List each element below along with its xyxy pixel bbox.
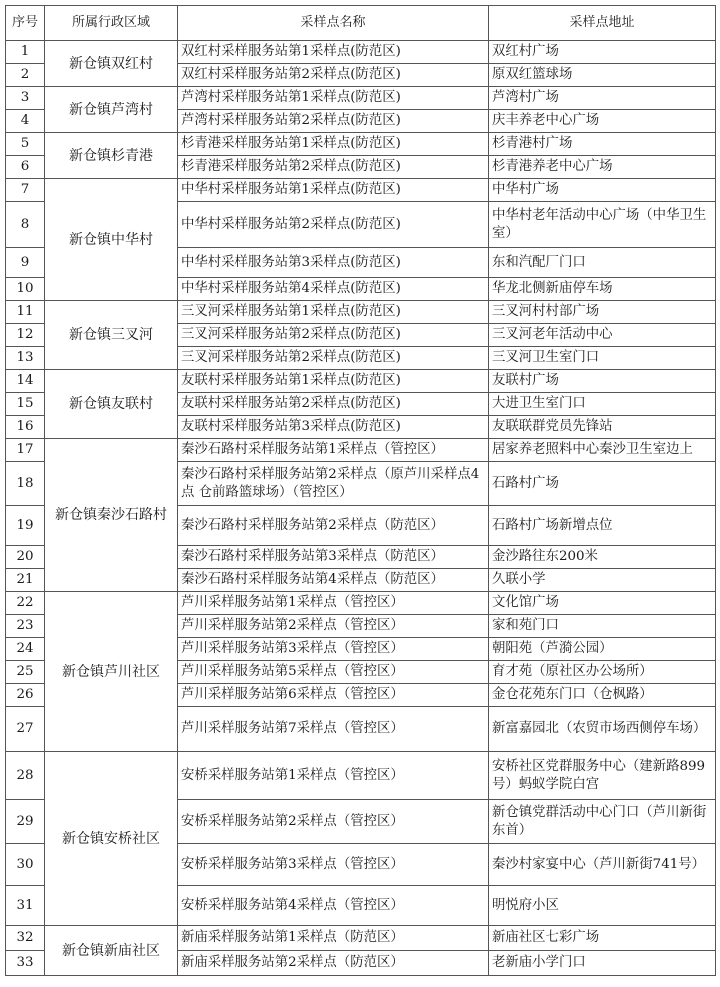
region-cell: 新仓镇中华村 [45,179,178,301]
row-index: 33 [6,951,45,976]
header-region: 所属行政区域 [45,6,178,41]
region-cell: 新仓镇友联村 [45,370,178,439]
site-name: 双红村采样服务站第1采样点(防范区) [178,41,489,64]
site-address: 居家养老照料中心秦沙卫生室边上 [489,439,716,462]
table-row [6,439,716,462]
site-name: 芦湾村采样服务站第2采样点(防范区) [178,110,489,133]
row-index: 31 [6,886,45,926]
site-name: 芦川采样服务站第5采样点（管控区） [178,661,489,684]
row-index: 23 [6,615,45,638]
row-index: 21 [6,569,45,592]
region-cell: 新仓镇杉青港 [45,133,178,179]
site-address: 石路村广场 [489,462,716,506]
table-row [6,133,716,156]
site-name: 芦湾村采样服务站第1采样点(防范区) [178,87,489,110]
sampling-sites-sheet [5,5,715,976]
site-name: 友联村采样服务站第1采样点(防范区) [178,370,489,393]
row-index: 8 [6,202,45,248]
row-index: 22 [6,592,45,615]
site-name: 杉青港采样服务站第2采样点(防范区) [178,156,489,179]
site-name: 新庙采样服务站第1采样点（防范区） [178,926,489,951]
site-name: 芦川采样服务站第1采样点（管控区） [178,592,489,615]
site-name: 友联村采样服务站第3采样点(防范区) [178,416,489,439]
site-name: 芦川采样服务站第2采样点（管控区） [178,615,489,638]
site-name: 新庙采样服务站第2采样点（防范区） [178,951,489,976]
region-cell: 新仓镇芦湾村 [45,87,178,133]
row-index: 24 [6,638,45,661]
site-address: 三叉河卫生室门口 [489,347,716,370]
site-name: 秦沙石路村采样服务站第2采样点（原芦川采样点4点 仓前路篮球场）（管控区） [178,462,489,506]
site-address: 华龙北侧新庙停车场 [489,278,716,301]
row-index: 19 [6,506,45,546]
site-name: 芦川采样服务站第6采样点（管控区） [178,684,489,707]
row-index: 18 [6,462,45,506]
site-address: 原双红篮球场 [489,64,716,87]
row-index: 26 [6,684,45,707]
row-index: 28 [6,752,45,800]
table-row [6,752,716,800]
site-address: 杉青港村广场 [489,133,716,156]
site-address: 杉青港养老中心广场 [489,156,716,179]
table-row [6,592,716,615]
site-address: 中华村老年活动中心广场（中华卫生室） [489,202,716,248]
site-address: 金沙路往东200米 [489,546,716,569]
site-address: 老新庙小学门口 [489,951,716,976]
table-row [6,370,716,393]
row-index: 32 [6,926,45,951]
site-address: 育才苑（原社区办公场所） [489,661,716,684]
region-cell: 新仓镇新庙社区 [45,926,178,976]
site-name: 安桥采样服务站第4采样点（管控区） [178,886,489,926]
row-index: 10 [6,278,45,301]
table-body [6,41,716,976]
site-address: 久联小学 [489,569,716,592]
row-index: 11 [6,301,45,324]
site-address: 三叉河村村部广场 [489,301,716,324]
site-address: 石路村广场新增点位 [489,506,716,546]
row-index: 15 [6,393,45,416]
site-address: 大进卫生室门口 [489,393,716,416]
row-index: 7 [6,179,45,202]
site-address: 金仓花苑东门口（仓枫路） [489,684,716,707]
region-cell: 新仓镇安桥社区 [45,752,178,926]
row-index: 2 [6,64,45,87]
site-address: 朝阳苑（芦漪公园） [489,638,716,661]
site-address: 新仓镇党群活动中心门口（芦川新街东首） [489,800,716,844]
row-index: 3 [6,87,45,110]
site-address: 新庙社区七彩广场 [489,926,716,951]
site-address: 新富嘉园北（农贸市场西侧停车场） [489,707,716,752]
site-name: 中华村采样服务站第2采样点(防范区) [178,202,489,248]
site-name: 三叉河采样服务站第2采样点(防范区) [178,324,489,347]
site-name: 秦沙石路村采样服务站第1采样点（管控区） [178,439,489,462]
site-name: 友联村采样服务站第2采样点(防范区) [178,393,489,416]
row-index: 6 [6,156,45,179]
row-index: 4 [6,110,45,133]
row-index: 27 [6,707,45,752]
row-index: 25 [6,661,45,684]
row-index: 17 [6,439,45,462]
site-address: 三叉河老年活动中心 [489,324,716,347]
table-row [6,41,716,64]
site-address: 友联联群党员先锋站 [489,416,716,439]
site-name: 中华村采样服务站第4采样点(防范区) [178,278,489,301]
site-address: 友联村广场 [489,370,716,393]
site-name: 杉青港采样服务站第1采样点(防范区) [178,133,489,156]
region-cell: 新仓镇芦川社区 [45,592,178,752]
site-address: 安桥社区党群服务中心（建新路899号）蚂蚁学院白宫 [489,752,716,800]
region-cell: 新仓镇三叉河 [45,301,178,370]
site-address: 芦湾村广场 [489,87,716,110]
site-name: 安桥采样服务站第1采样点（管控区） [178,752,489,800]
sampling-sites-table [5,5,716,976]
site-name: 秦沙石路村采样服务站第2采样点（防范区） [178,506,489,546]
site-name: 中华村采样服务站第1采样点(防范区) [178,179,489,202]
site-address: 明悦府小区 [489,886,716,926]
header-site-address: 采样点地址 [489,6,716,41]
header-row [6,6,716,41]
site-name: 安桥采样服务站第3采样点（管控区） [178,844,489,886]
table-row [6,926,716,951]
table-row [6,179,716,202]
row-index: 12 [6,324,45,347]
site-address: 中华村广场 [489,179,716,202]
row-index: 1 [6,41,45,64]
site-address: 庆丰养老中心广场 [489,110,716,133]
row-index: 14 [6,370,45,393]
site-name: 安桥采样服务站第2采样点（管控区） [178,800,489,844]
header-index: 序号 [6,6,45,41]
row-index: 20 [6,546,45,569]
row-index: 5 [6,133,45,156]
site-name: 中华村采样服务站第3采样点(防范区) [178,248,489,278]
site-name: 秦沙石路村采样服务站第4采样点（防范区） [178,569,489,592]
row-index: 9 [6,248,45,278]
site-name: 芦川采样服务站第3采样点（管控区） [178,638,489,661]
site-name: 双红村采样服务站第2采样点(防范区) [178,64,489,87]
header-site-name: 采样点名称 [178,6,489,41]
site-name: 芦川采样服务站第7采样点（管控区） [178,707,489,752]
table-row [6,87,716,110]
row-index: 16 [6,416,45,439]
site-name: 三叉河采样服务站第1采样点(防范区) [178,301,489,324]
site-name: 秦沙石路村采样服务站第3采样点（防范区） [178,546,489,569]
region-cell: 新仓镇秦沙石路村 [45,439,178,592]
site-address: 双红村广场 [489,41,716,64]
row-index: 13 [6,347,45,370]
site-address: 东和汽配厂门口 [489,248,716,278]
site-address: 家和苑门口 [489,615,716,638]
region-cell: 新仓镇双红村 [45,41,178,87]
row-index: 29 [6,800,45,844]
row-index: 30 [6,844,45,886]
site-address: 文化馆广场 [489,592,716,615]
table-row [6,301,716,324]
site-address: 秦沙村家宴中心（芦川新街741号） [489,844,716,886]
site-name: 三叉河采样服务站第2采样点(防范区) [178,347,489,370]
